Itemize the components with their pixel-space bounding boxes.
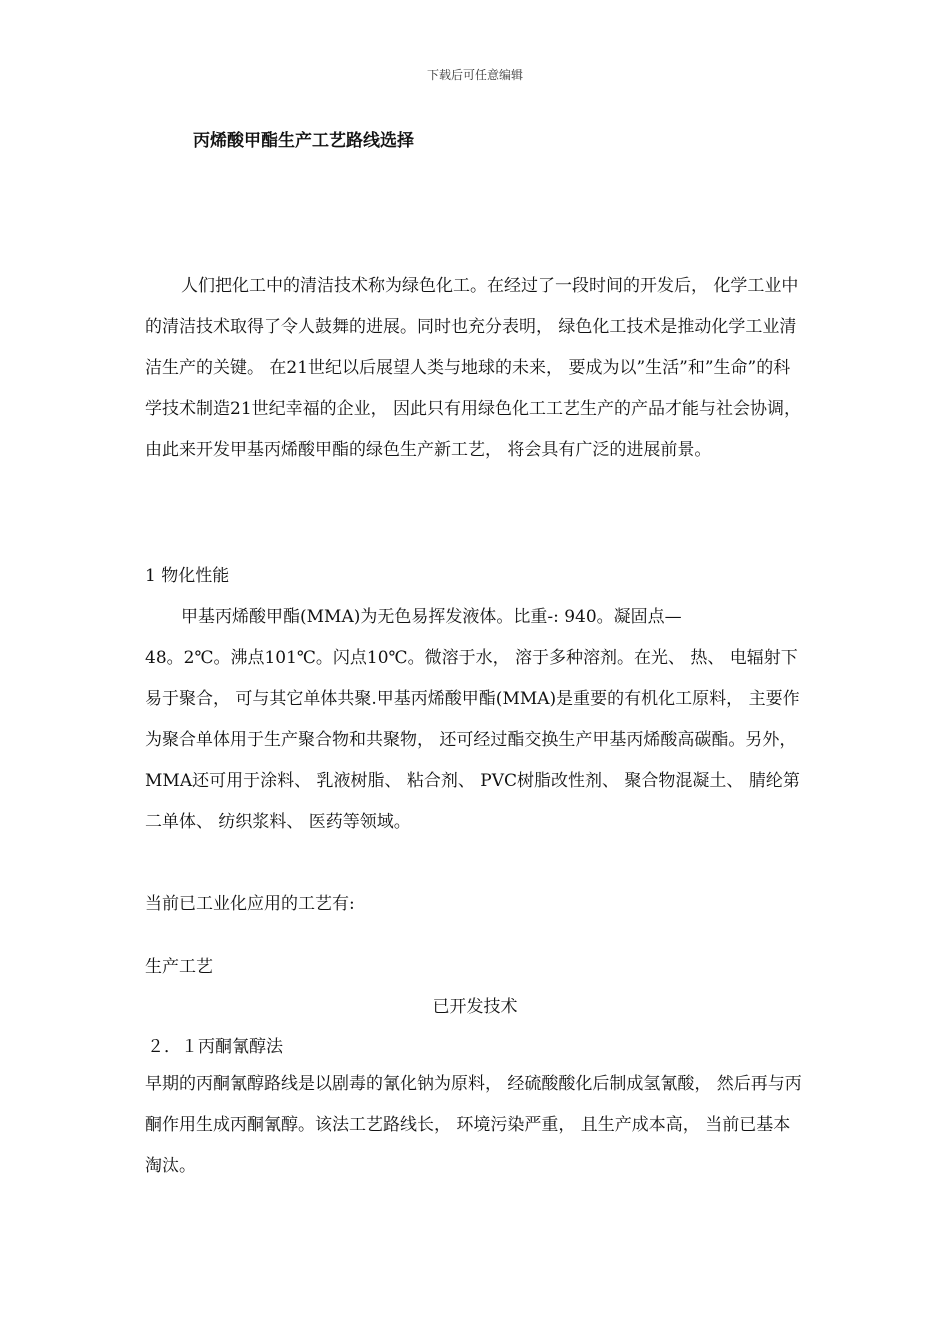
- acetone-cyanohydrin-paragraph: 早期的丙酮氰醇路线是以剧毒的氰化钠为原料， 经硫酸酸化后制成氢氰酸， 然后再与丙酮作用生成丙酮氰醇。该法工艺路线长， 环境污染严重， 且生产成本高， 当前已基本淘汰。: [145, 1074, 802, 1176]
- header-note: 下载后可任意编辑: [426, 68, 523, 82]
- current-processes-line: 当前已工业化应用的工艺有:: [145, 894, 355, 914]
- section-heading-acetone-cyanohydrin: ２．１丙酮氰醇法: [147, 1037, 283, 1057]
- developed-tech-line: 已开发技术: [432, 997, 518, 1017]
- intro-paragraph: 人们把化工中的清洁技术称为绿色化工。在经过了一段时间的开发后， 化学工业中的清洁技术取得了令人鼓舞的进展。同时也充分表明， 绿色化工技术是推动化学工业清洁生产的关键。 在21世纪以后展望人类与地球的未来， 要成为以”生活”和”生命”的科学技术制造21世纪幸福的企业， 因此只有用绿色化工工艺生产的产品才能与社会协调， 由此来开发甲基丙烯酸甲酯的绿色生产新工艺， 将会具有广泛的进展前景。: [145, 276, 802, 460]
- production-process-line: 生产工艺: [145, 957, 213, 977]
- properties-first-line: 甲基丙烯酸甲酯(MMA)为无色易挥发液体。比重-: 940。凝固点—: [181, 607, 682, 627]
- properties-paragraph: [145, 597, 807, 843]
- properties-continuation: 48。2℃。沸点101℃。闪点10℃。微溶于水， 溶于多种溶剂。在光、 热、 电辐射下易于聚合， 可与其它单体共聚.甲基丙烯酸甲酯(MMA)是重要的有机化工原料， 主要作为聚合单体用于生产聚合物和共聚物， 还可经过酯交换生产甲基丙烯酸高碳酯。另外， MMA还可用于涂料、 乳液树脂、 粘合剂、 PVC树脂改性剂、 聚合物混凝土、 腈纶第二单体、 纺织浆料、 医药等领域。: [145, 648, 800, 832]
- document-title: 丙烯酸甲酯生产工艺路线选择: [193, 131, 414, 151]
- section-heading-properties: 1 物化性能: [145, 566, 230, 586]
